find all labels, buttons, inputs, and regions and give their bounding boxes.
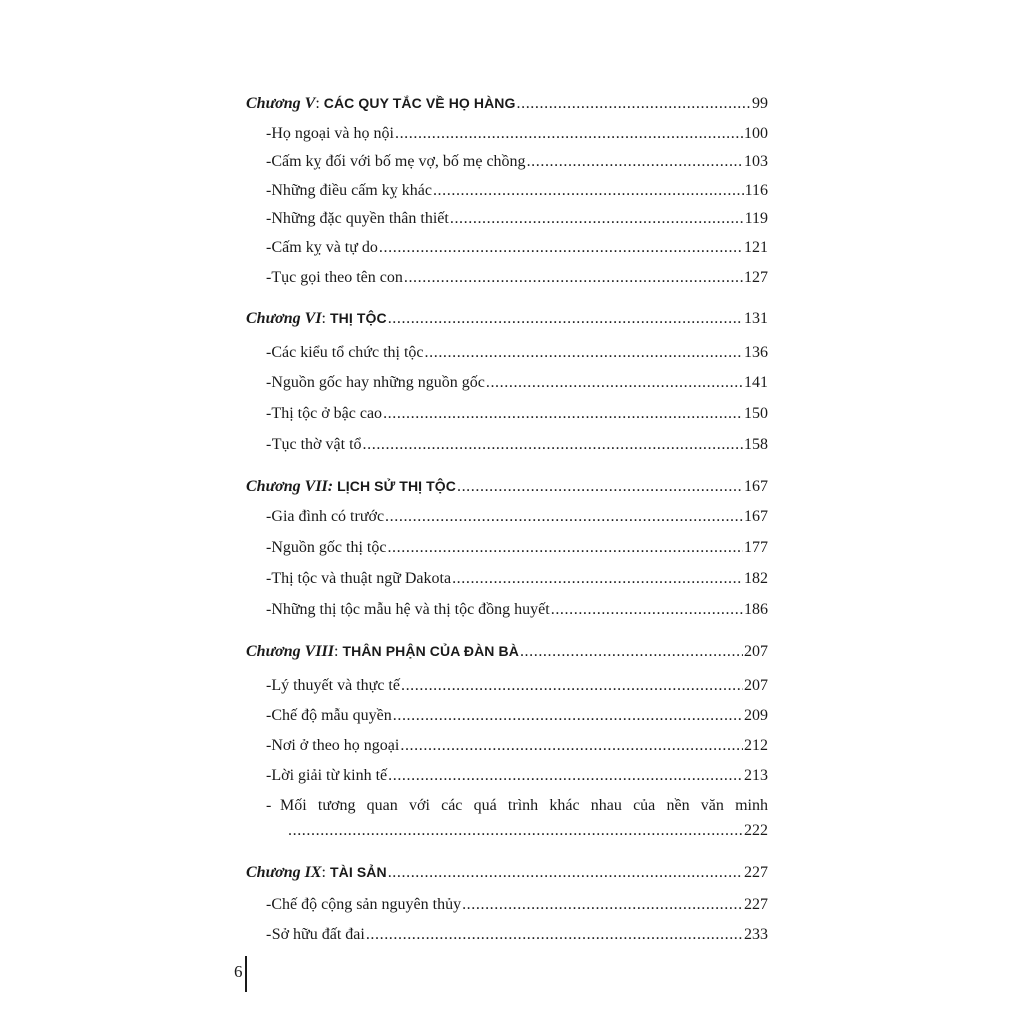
chapter-label <box>246 476 456 497</box>
toc-entry <box>266 343 768 363</box>
entry-label: - Những điều cấm kỵ khác <box>271 182 432 199</box>
dot-leader <box>288 821 743 841</box>
toc-entry <box>266 404 768 424</box>
dot-leader <box>388 863 743 883</box>
chapter-title: THỊ TỘC <box>330 310 387 326</box>
toc-entry <box>266 181 768 201</box>
toc-entry <box>266 895 768 915</box>
chapter-page-number: 99 <box>752 95 768 112</box>
dot-leader <box>527 152 743 172</box>
page-number-rule <box>245 956 247 992</box>
toc-entry <box>266 736 768 756</box>
chapter-title: LỊCH SỬ THỊ TỘC <box>337 478 456 494</box>
dot-leader <box>393 706 743 726</box>
entry-page-number: 212 <box>744 737 768 754</box>
chapter-heading <box>246 308 768 329</box>
entry-page-number: 127 <box>744 269 768 286</box>
toc-entry <box>266 268 768 288</box>
dot-leader <box>401 676 743 696</box>
entry-label: - Mối tương quan với các quá trình khác nhau của nền văn minh <box>280 797 768 814</box>
entry-label: - Những thị tộc mẫu hệ và thị tộc đồng huyết <box>271 601 550 618</box>
chapter-separator: : <box>321 864 330 881</box>
dot-leader <box>387 538 743 558</box>
entry-label: - Cấm kỵ đối với bố mẹ vợ, bố mẹ chồng <box>271 153 526 170</box>
chapter-page-number: 167 <box>744 478 768 495</box>
chapter-title: CÁC QUY TẮC VỀ HỌ HÀNG <box>323 95 516 111</box>
toc-entry <box>266 124 768 144</box>
chapter-label <box>246 308 387 329</box>
chapter-heading <box>246 476 768 497</box>
chapter-heading <box>246 641 768 662</box>
chapter-heading <box>246 862 768 883</box>
chapter-page-number: 131 <box>744 310 768 327</box>
entry-label: - Những đặc quyền thân thiết <box>271 210 449 227</box>
chapter-page-number: 227 <box>744 864 768 881</box>
entry-page-number: 167 <box>744 508 768 525</box>
toc-entry-continuation <box>288 821 768 841</box>
entry-label: - Sở hữu đất đai <box>271 926 365 943</box>
entry-label: - Tục thờ vật tổ <box>271 436 362 453</box>
entry-page-number: 186 <box>744 601 768 618</box>
entry-page-number: 100 <box>744 125 768 142</box>
chapter-title: THÂN PHẬN CỦA ĐÀN BÀ <box>342 643 519 659</box>
entry-page-number: 103 <box>744 153 768 170</box>
entry-page-number: 182 <box>744 570 768 587</box>
entry-page-number: 121 <box>744 239 768 256</box>
toc-entry <box>266 706 768 726</box>
toc-entry <box>266 925 768 945</box>
chapter-label <box>246 93 516 114</box>
dot-leader <box>517 94 752 114</box>
chapter-title: TÀI SẢN <box>330 864 387 880</box>
entry-label: - Thị tộc và thuật ngữ Dakota <box>271 570 452 587</box>
chapter-number: Chương IX <box>246 864 322 881</box>
toc-entry <box>266 766 768 786</box>
dot-leader <box>425 343 743 363</box>
chapter-label <box>246 862 387 883</box>
dot-leader <box>400 736 743 756</box>
entry-page-number: 233 <box>744 926 768 943</box>
entry-label: - Họ ngoại và họ nội <box>271 125 394 142</box>
entry-label: - Chế độ cộng sản nguyên thủy <box>271 896 462 913</box>
dot-leader <box>462 895 743 915</box>
dot-leader <box>433 181 744 201</box>
entry-label: - Lý thuyết và thực tế <box>271 677 400 694</box>
toc-entry <box>266 538 768 558</box>
dot-leader <box>551 600 743 620</box>
entry-page-number: 158 <box>744 436 768 453</box>
dot-leader <box>520 642 743 662</box>
entry-page-number: 213 <box>744 767 768 784</box>
chapter-separator: : <box>315 95 324 112</box>
entry-page-number: 177 <box>744 539 768 556</box>
chapter-separator: : <box>334 643 343 660</box>
toc-entry <box>266 600 768 620</box>
toc-entry <box>266 796 768 816</box>
entry-label: - Tục gọi theo tên con <box>271 269 403 286</box>
chapter-page-number: 207 <box>744 643 768 660</box>
entry-page-number: 227 <box>744 896 768 913</box>
entry-page-number: 222 <box>744 822 768 839</box>
toc-entry <box>266 373 768 393</box>
chapter-number: Chương VI <box>246 310 322 327</box>
dot-leader <box>388 309 743 329</box>
dot-leader <box>395 124 743 144</box>
chapter-heading <box>246 93 768 114</box>
entry-label: - Thị tộc ở bậc cao <box>271 405 383 422</box>
toc-entry <box>266 435 768 455</box>
toc-entry <box>266 238 768 258</box>
entry-label: - Chế độ mẫu quyền <box>271 707 392 724</box>
dot-leader <box>452 569 743 589</box>
toc-entry <box>266 152 768 172</box>
page-number: 6 <box>234 962 243 981</box>
entry-page-number: 116 <box>744 182 768 199</box>
dot-leader <box>404 268 743 288</box>
dot-leader <box>366 925 743 945</box>
entry-page-number: 141 <box>744 374 768 391</box>
entry-page-number: 119 <box>744 210 768 227</box>
entry-label: - Lời giải từ kinh tế <box>271 767 388 784</box>
entry-page-number: 136 <box>744 344 768 361</box>
chapter-number: Chương VII: <box>246 478 334 495</box>
entry-label: - Nguồn gốc hay những nguồn gốc <box>271 374 485 391</box>
dot-leader <box>383 404 743 424</box>
entry-label: - Nơi ở theo họ ngoại <box>271 737 400 754</box>
entry-page-number: 150 <box>744 405 768 422</box>
chapter-separator: : <box>321 310 330 327</box>
dot-leader <box>486 373 743 393</box>
dot-leader <box>379 238 743 258</box>
chapter-label <box>246 641 519 662</box>
toc-entry <box>266 209 768 229</box>
entry-label: - Gia đình có trước <box>271 508 385 525</box>
entry-page-number: 209 <box>744 707 768 724</box>
chapter-number: Chương V <box>246 95 316 112</box>
entry-label: - Cấm kỵ và tự do <box>271 239 378 256</box>
dot-leader <box>388 766 743 786</box>
dot-leader <box>450 209 744 229</box>
dot-leader <box>457 477 743 497</box>
dot-leader <box>363 435 743 455</box>
toc-entry <box>266 507 768 527</box>
toc-entry <box>266 676 768 696</box>
toc-entry <box>266 569 768 589</box>
dot-leader <box>385 507 743 527</box>
entry-label: - Các kiểu tổ chức thị tộc <box>271 344 424 361</box>
chapter-number: Chương VIII <box>246 643 334 660</box>
entry-page-number: 207 <box>744 677 768 694</box>
entry-label: - Nguồn gốc thị tộc <box>271 539 387 556</box>
